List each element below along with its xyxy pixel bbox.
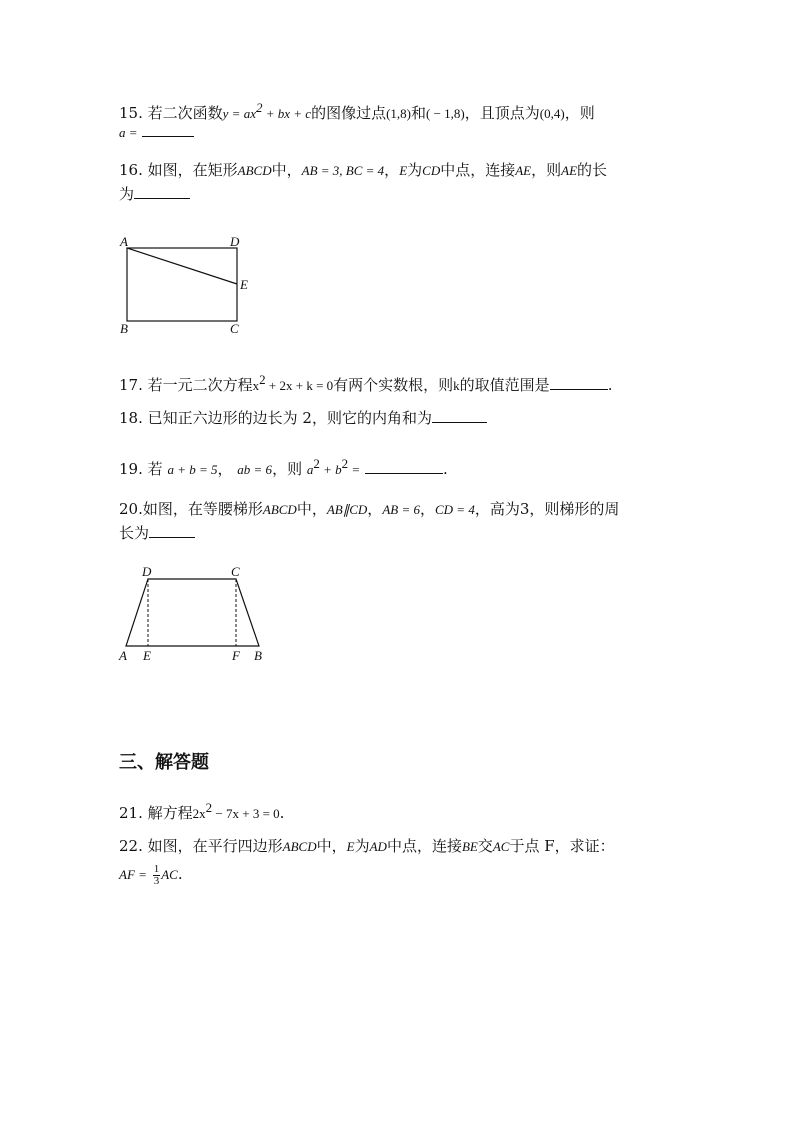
label-b: B (254, 648, 262, 663)
question-22: 22. 如图，在平行四边形ABCD中，E为AD中点，连接BE交AC于点 F，求证： (119, 837, 615, 855)
question-22-line2: AF = $\frac{1}{3}$ AC. (119, 862, 183, 887)
answer-blank[interactable] (365, 457, 443, 474)
label-f: F (232, 648, 240, 663)
question-16: 16. 如图，在矩形ABCD中，AB = 3, BC = 4，E为CD中点，连接AE，则AE的长 (119, 161, 608, 179)
trapezoid-abcd (126, 579, 259, 646)
question-18: 18. 已知正六边形的边长为 2，则它的内角和为 (119, 406, 487, 430)
rectangle-abcd (127, 248, 237, 321)
label-a: A (119, 648, 127, 663)
label-c: C (231, 564, 240, 579)
label-e: E (143, 648, 151, 663)
question-17: 17. 若一元二次方程$x^2 + 2x + k = 0$有两个实数根，则k的取值范围是 . (119, 372, 613, 394)
question-16-line2: 为 (119, 182, 190, 206)
answer-blank[interactable] (550, 373, 608, 390)
rectangle-figure (116, 230, 256, 340)
section-heading: 三、解答题 (119, 752, 209, 773)
question-20: 20.如图，在等腰梯形ABCD中，AB∥CD，AB = 6，CD = 4，高为3，则梯形的周 (119, 500, 620, 518)
trapezoid-figure (116, 560, 276, 670)
segment-ae (127, 248, 237, 284)
label-e: E (240, 277, 248, 292)
label-c: C (230, 321, 239, 336)
answer-blank[interactable] (134, 182, 190, 199)
question-21: 21. 解方程$2x^2 - 7x + 3 = 0$. (119, 800, 285, 822)
question-20-line2: 长为 (119, 521, 195, 545)
fraction-one-third: $\frac{1}{3}$ (153, 862, 160, 887)
label-d: D (230, 234, 240, 249)
q15-number: 15. (119, 104, 143, 122)
label-d: D (142, 564, 152, 579)
label-b: B (120, 321, 128, 336)
question-19: 19. 若 a + b = 5， ab = 6，则 $a^2 + b^2$ = . (119, 456, 448, 478)
answer-blank[interactable] (432, 406, 487, 423)
label-a: A (120, 234, 128, 249)
answer-blank[interactable] (142, 120, 194, 137)
answer-blank[interactable] (149, 521, 195, 538)
question-15-line2: a = (119, 120, 194, 145)
question-15: 15. 若二次函数$y = ax^2$ + bx + c的图像过点(1,8)和( − 1,8)，且顶点为(0,4)，则 (119, 100, 595, 122)
